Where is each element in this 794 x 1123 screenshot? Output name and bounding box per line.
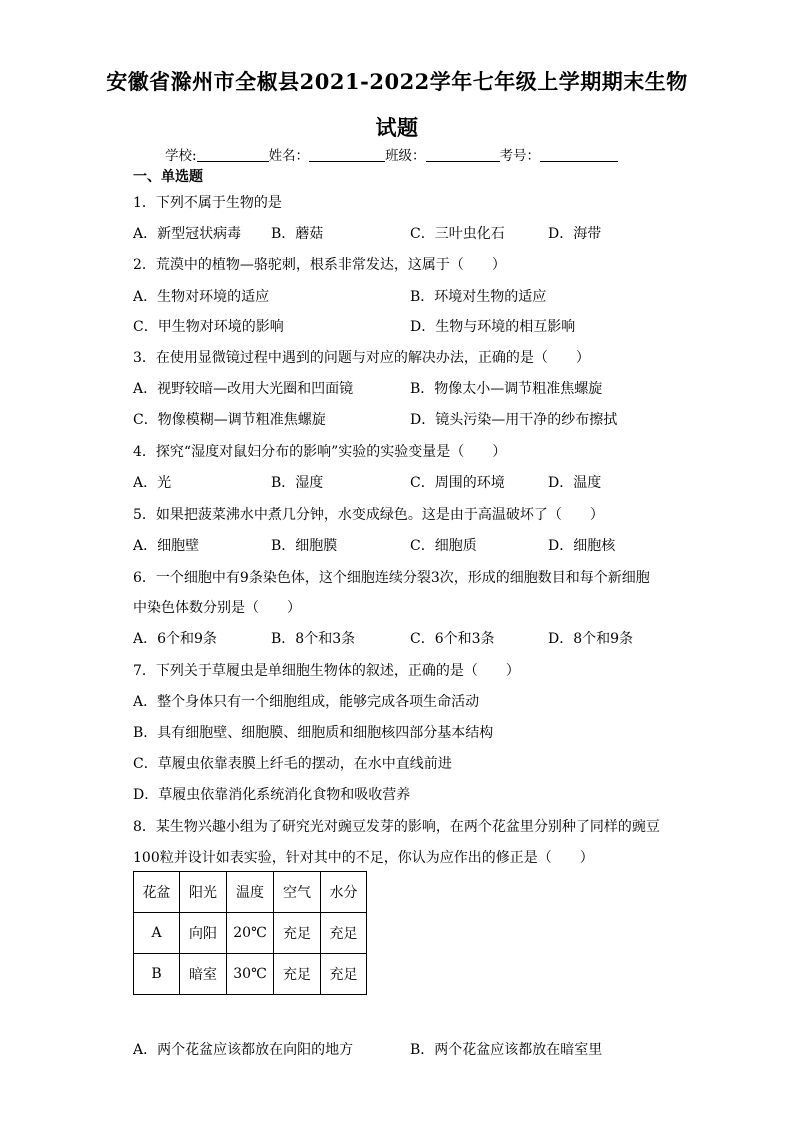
q6-option-d[interactable]: D．8个和9条 [548, 631, 634, 647]
name-blank[interactable] [309, 161, 385, 162]
number-blank[interactable] [540, 161, 618, 162]
question-6-stem-line1: 6．一个细胞中有9条染色体，这个细胞连续分裂3次，形成的细胞数目和每个新细胞 [133, 570, 650, 586]
table-cell: 暗室 [180, 954, 227, 995]
q3-option-d[interactable]: D．镜头污染—用干净的纱布擦拭 [410, 412, 618, 428]
table-cell: 充足 [274, 913, 321, 954]
q5-option-d[interactable]: D．细胞核 [548, 538, 616, 554]
class-label: 班级： [385, 148, 426, 164]
table-header-cell: 温度 [227, 872, 274, 913]
q4-option-c[interactable]: C．周围的环境 [410, 475, 505, 491]
table-cell: 充足 [321, 954, 367, 995]
table-cell: B [134, 954, 180, 995]
exam-title-line1: 安徽省滁州市全椒县2021-2022学年七年级上学期期末生物 [106, 69, 688, 94]
question-2-stem: 2．荒漠中的植物—骆驼刺，根系非常发达，这属于（ ） [133, 257, 506, 273]
q3-option-a[interactable]: A．视野较暗—改用大光圈和凹面镜 [133, 381, 354, 397]
question-1-stem: 1．下列不属于生物的是 [133, 195, 282, 211]
table-cell: 30℃ [227, 954, 274, 995]
table-cell: A [134, 913, 180, 954]
q2-option-a[interactable]: A．生物对环境的适应 [133, 289, 270, 305]
question-8-stem-line1: 8．某生物兴趣小组为了研究光对豌豆发芽的影响，在两个花盆里分别种了同样的豌豆 [133, 819, 660, 835]
table-row [134, 913, 367, 954]
q5-option-c[interactable]: C．细胞质 [410, 538, 477, 554]
q5-option-a[interactable]: A．细胞壁 [133, 538, 200, 554]
question-6-stem-line2: 中染色体数分别是（ ） [133, 600, 301, 616]
school-label: 学校: [165, 148, 197, 164]
q4-option-d[interactable]: D．温度 [548, 475, 602, 491]
q8-option-b[interactable]: B．两个花盆应该都放在暗室里 [410, 1042, 603, 1058]
q3-option-b[interactable]: B．物像太小—调节粗准焦螺旋 [410, 381, 603, 397]
experiment-table [133, 871, 367, 995]
q1-option-a[interactable]: A．新型冠状病毒 [133, 226, 242, 242]
school-blank[interactable] [197, 161, 269, 162]
q7-option-c[interactable]: C．草履虫依靠表膜上纤毛的摆动，在水中直线前进 [133, 756, 452, 772]
table-cell: 20℃ [227, 913, 274, 954]
class-blank[interactable] [426, 161, 500, 162]
table-header-cell: 空气 [274, 872, 321, 913]
table-row [134, 954, 367, 995]
question-4-stem: 4．探究“湿度对鼠妇分布的影响”实验的实验变量是（ ） [133, 444, 507, 460]
q6-option-c[interactable]: C．6个和3条 [410, 631, 495, 647]
q8-option-a[interactable]: A．两个花盆应该都放在向阳的地方 [133, 1042, 354, 1058]
number-label: 考号： [499, 148, 541, 164]
q1-option-b[interactable]: B．蘑菇 [271, 226, 324, 242]
q7-option-d[interactable]: D．草履虫依靠消化系统消化食物和吸收营养 [133, 787, 411, 803]
q7-option-a[interactable]: A．整个身体只有一个细胞组成，能够完成各项生命活动 [133, 694, 480, 710]
question-5-stem: 5．如果把菠菜沸水中煮几分钟，水变成绿色。这是由于高温破坏了（ ） [133, 507, 604, 523]
table-header-cell: 花盆 [134, 872, 180, 913]
question-3-stem: 3．在使用显微镜过程中遇到的问题与对应的解决办法，正确的是（ ） [133, 350, 590, 366]
question-8-stem-line2: 100粒并设计如表实验，针对其中的不足，你认为应作出的修正是（ ） [133, 850, 594, 866]
table-cell: 向阳 [180, 913, 227, 954]
q2-option-b[interactable]: B．环境对生物的适应 [410, 289, 547, 305]
q2-option-c[interactable]: C．甲生物对环境的影响 [133, 319, 284, 335]
q5-option-b[interactable]: B．细胞膜 [271, 538, 338, 554]
exam-title-line2: 试题 [375, 115, 419, 140]
q7-option-b[interactable]: B．具有细胞壁、细胞膜、细胞质和细胞核四部分基本结构 [133, 725, 494, 741]
table-cell: 充足 [274, 954, 321, 995]
table-header-row [134, 872, 367, 913]
q1-option-c[interactable]: C．三叶虫化石 [410, 226, 505, 242]
table-header-cell: 阳光 [180, 872, 227, 913]
q2-option-d[interactable]: D．生物与环境的相互影响 [410, 319, 576, 335]
q6-option-b[interactable]: B．8个和3条 [271, 631, 356, 647]
question-7-stem: 7．下列关于草履虫是单细胞生物体的叙述，正确的是（ ） [133, 663, 520, 679]
table-cell: 充足 [321, 913, 367, 954]
q4-option-b[interactable]: B．湿度 [271, 475, 324, 491]
table-header-cell: 水分 [321, 872, 367, 913]
q3-option-c[interactable]: C．物像模糊—调节粗准焦螺旋 [133, 412, 326, 428]
q6-option-a[interactable]: A．6个和9条 [133, 631, 217, 647]
q4-option-a[interactable]: A．光 [133, 475, 172, 491]
name-label: 姓名： [268, 148, 310, 164]
section-title: 一、单选题 [133, 169, 203, 185]
q1-option-d[interactable]: D．海带 [548, 226, 602, 242]
student-info-row [165, 144, 618, 164]
